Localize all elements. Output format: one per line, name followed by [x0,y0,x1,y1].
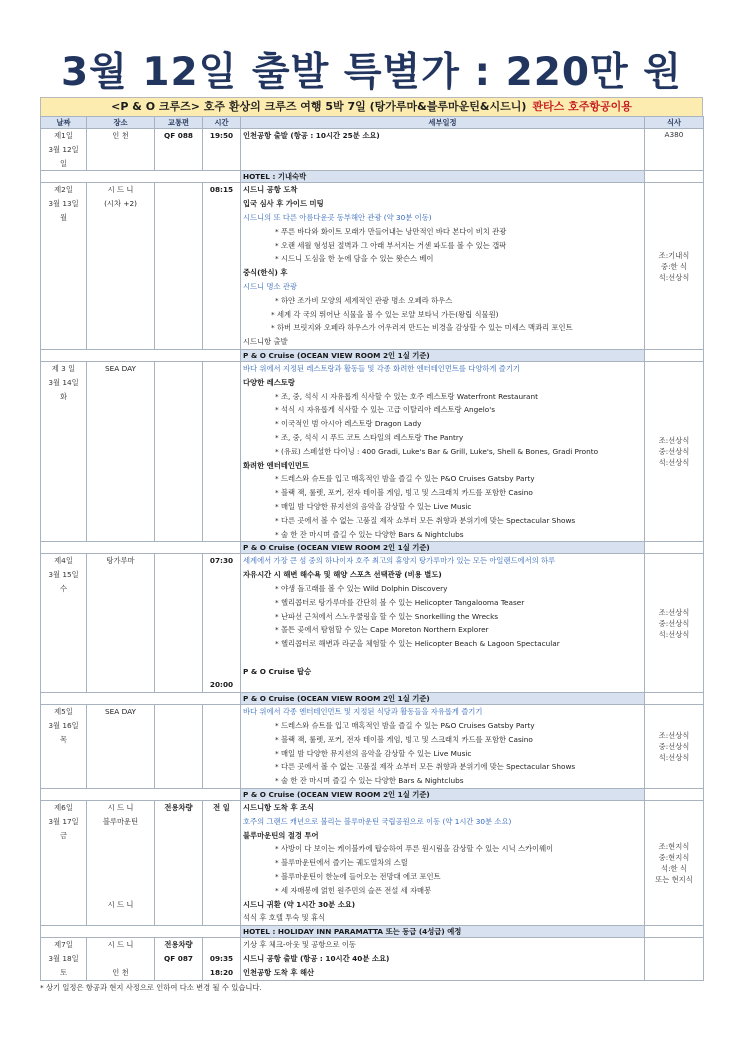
time-label [205,938,238,952]
schedule-line: * 조, 중, 석식 시 자유롭게 식사할 수 있는 호주 레스토랑 Waterfront Restaurant [275,391,539,401]
schedule-line: * 세계 각 국의 뛰어난 식물을 볼 수 있는 로얄 보타닉 가든(왕립 식물원) [271,309,499,319]
schedule-line: 시드니 귀환 (약 1시간 30분 소요) [243,899,356,909]
time-label [205,665,238,679]
day-row [41,938,704,980]
header-time: 시간 [203,117,241,129]
schedule-line: * 오랜 세월 형성된 절벽과 그 아래 부서지는 거센 파도를 볼 수 있는 갭팍 [275,240,507,250]
lodging-spacer [41,926,241,938]
lodging-label: P & O Cruise (OCEAN VIEW ROOM 2인 1실 기준) [241,789,645,801]
meal-cell [645,183,704,350]
day-label: 3월 13일 [48,199,79,209]
schedule-line: 입국 심사 후 가이드 미팅 [243,199,324,209]
day-label: 금 [59,830,68,840]
meal-label: 석:한 식 [661,864,687,874]
schedule-line: 바다 위에서 각종 엔터테인먼트 및 지정된 식당과 활동들을 자유롭게 즐기기 [243,707,483,717]
place-label: 시 드 니 [107,899,134,909]
day-label: 월 [59,212,68,222]
meal-cell [645,938,704,980]
transport-cell [155,938,203,980]
place-cell [87,554,155,693]
time-cell [203,554,241,693]
day-label: 3월 17일 [48,816,79,826]
schedule-line [243,143,642,157]
place-label: 탕가루마 [106,556,135,566]
place-label: SEA DAY [105,707,136,717]
schedule-line: 세계에서 가장 큰 섬 중의 하나이자 호주 최고의 휴양지 탕가루마가 있는 모든 아일랜드에서의 하루 [243,556,556,566]
tour-title: <P & O 크루즈> 호주 환상의 크루즈 여행 5박 7일 (탕가루마&블루마운틴&시드니) [111,100,527,113]
transport-cell [155,801,203,926]
place-cell [87,801,155,926]
time-cell [203,705,241,789]
day-label: 목 [59,734,68,744]
schedule-line: * 매일 밤 다양한 뮤지션의 음악을 감상할 수 있는 Live Music [275,748,472,758]
place-label [89,870,152,884]
meal-cell [645,129,704,171]
day-row [41,801,704,926]
day-label: 화 [59,391,68,401]
day-label: 제6일 [54,803,73,813]
transport-cell [155,554,203,693]
place-label: 시 드 니 [107,940,134,950]
schedule-line: * 야생 돌고래를 볼 수 있는 Wild Dolphin Discovery [275,583,448,593]
schedule-line: * 블랙 잭, 룰렛, 포커, 전자 테이블 게임, 빙고 및 스크래치 카드를 포함한 Casino [275,488,533,498]
schedule-line: 시드니 공항 출발 (항공 : 10시간 40분 소요) [243,954,390,964]
schedule-line: * 조, 중, 석식 시 푸드 코트 스타일의 레스토랑 The Pantry [275,432,464,442]
day-label: 3월 16일 [48,721,79,731]
table-header-row [41,117,704,129]
lodging-spacer [41,171,241,183]
schedule-line: 자유시간 시 해변 해수욕 및 해양 스포츠 선택관광 (비용 별도) [243,570,442,580]
place-label [89,842,152,856]
place-label [89,884,152,898]
time-label [205,651,238,665]
schedule-line: * 드레스와 슈트를 입고 매혹적인 밤을 즐길 수 있는 P&O Cruises Gatsby Party [275,721,535,731]
header-transport: 교통편 [155,117,203,129]
time-label: 20:00 [209,680,234,690]
schedule-line: * 다른 곳에서 볼 수 없는 고품질 제작 쇼부터 모든 취향과 분위기에 맞는 Spectacular Shows [275,762,576,772]
schedule-line: 시드니 공항 도착 [243,185,298,195]
schedule-cell [241,361,645,541]
schedule-line: P & O Cruise 탑승 [243,666,312,676]
day-label: 제4일 [54,556,73,566]
day-label: 제1일 [54,131,73,140]
lodging-label: P & O Cruise (OCEAN VIEW ROOM 2인 1실 기준) [241,542,645,554]
schedule-line: * 블루마운틴이 한눈에 들어오는 전망대 에코 포인트 [275,872,441,882]
place-cell [87,361,155,541]
day-label: 제2일 [54,185,73,195]
schedule-line: 바다 위에서 지정된 레스토랑과 활동들 및 각종 화려한 엔터테인먼트를 다양하게 즐기기 [243,363,520,373]
place-label: 인 천 [112,967,129,977]
day-label: 3월 14일 [48,377,79,387]
schedule-line: * 석식 시 자유롭게 식사할 수 있는 고급 이탈리아 레스토랑 Angelo's [275,405,496,415]
meal-label: 중:선상식 [658,742,690,752]
day-row [41,183,704,350]
meal-label: 조:선상식 [658,436,690,446]
day-cell [41,129,87,171]
day-row [41,129,704,171]
transport-label: QF 088 [164,131,193,140]
lodging-row [41,789,704,801]
day-label: 3월 12일 [48,144,79,154]
time-label [205,568,238,582]
time-label: 09:35 [209,954,234,964]
schedule-line: * 헬리콥터로 해변과 라군을 체험할 수 있는 Helicopter Beach & Lagoon Spectacular [275,639,560,649]
place-label: 시 드 니 [107,185,134,195]
meal-label: 중:한 식 [661,261,687,271]
time-label [205,623,238,637]
lodging-label: P & O Cruise (OCEAN VIEW ROOM 2인 1실 기준) [241,693,645,705]
schedule-line: * 드레스와 슈트를 입고 매혹적인 밤을 즐길 수 있는 P&O Cruises Gatsby Party [275,474,535,484]
day-label: 일 [59,158,68,168]
schedule-cell [241,129,645,171]
day-label: 제5일 [54,707,73,717]
header-date: 날짜 [41,117,87,129]
time-label [205,596,238,610]
schedule-line [243,157,642,171]
lodging-row [41,349,704,361]
schedule-line: 시드니항 도착 후 조식 [243,803,315,813]
lodging-spacer [41,789,241,801]
meal-label: 또는 현지식 [655,875,693,885]
schedule-line: * 술 한 잔 마시며 즐길 수 있는 다양한 Bars & Nightclubs [275,529,464,539]
place-label: SEA DAY [105,363,136,373]
schedule-line: * 세 자매봉에 얽힌 원주민의 슬픈 전설 세 자매봉 [275,885,432,895]
place-cell [87,938,155,980]
meal-label: 석:선상식 [658,458,690,468]
meal-label: 조:기내식 [658,250,690,260]
place-cell [87,129,155,171]
meal-label: 중:현지식 [658,853,690,863]
time-label: 18:20 [209,967,234,977]
schedule-line: * 하버 브릿지와 오페라 하우스가 어우러져 만드는 비경을 감상할 수 있는 미세스 맥콰리 포인트 [271,323,573,333]
header-schedule: 세부일정 [241,117,645,129]
day-cell [41,361,87,541]
time-label [205,610,238,624]
schedule-line: * 푸른 바다와 화이트 모래가 만들어내는 낭만적인 바다 본다이 비치 관광 [275,226,507,236]
schedule-cell [241,938,645,980]
page-headline: 3월 12일 출발 특별가 : 220만 원 [61,50,682,95]
schedule-cell [241,705,645,789]
lodging-label: P & O Cruise (OCEAN VIEW ROOM 2인 1실 기준) [241,349,645,361]
place-label: (시차 +2) [104,199,137,209]
lodging-meal-spacer [645,926,704,938]
time-cell [203,938,241,980]
schedule-line: * 블랙 잭, 룰렛, 포커, 전자 테이블 게임, 빙고 및 스크래치 카드를 포함한 Casino [275,734,533,744]
day-cell [41,938,87,980]
day-cell [41,705,87,789]
day-label: 제 3 일 [51,363,76,373]
time-label [205,582,238,596]
lodging-row [41,542,704,554]
schedule-line [243,651,642,665]
transport-label: 전용차량 [164,940,193,950]
schedule-line: * 난파선 근처에서 스노우쿨링을 할 수 있는 Snorkelling the Wrecks [275,611,499,621]
time-cell [203,801,241,926]
time-label: 전 일 [213,803,230,813]
day-row [41,554,704,693]
meal-label: 중:선상식 [658,618,690,628]
time-label: 07:30 [209,556,234,566]
lodging-spacer [41,542,241,554]
day-row [41,361,704,541]
lodging-row [41,926,704,938]
place-label [89,952,152,966]
itinerary-sheet [40,97,703,993]
meal-label: 조:현지식 [658,842,690,852]
transport-cell [155,183,203,350]
day-cell [41,801,87,926]
day-label: 3월 18일 [48,954,79,964]
schedule-line: 기상 후 체크-아웃 및 공항으로 이동 [243,940,356,950]
itinerary-table [40,116,704,981]
schedule-line: * 시드니 도심을 한 눈에 담을 수 있는 왓슨스 베이 [275,254,434,264]
day-cell [41,554,87,693]
transport-cell [155,705,203,789]
time-cell [203,129,241,171]
schedule-line: * 술 한 잔 마시며 즐길 수 있는 다양한 Bars & Nightclubs [275,776,464,786]
header-meal: 식사 [645,117,704,129]
place-label: 시 드 니 [107,803,134,813]
schedule-line: 화려한 엔터테인먼트 [243,460,309,470]
day-label: 제7일 [54,940,73,950]
time-cell [203,183,241,350]
schedule-line: 시드니의 또 다른 아름다운곳 동부해안 관광 (약 30분 이동) [243,212,432,222]
lodging-spacer [41,693,241,705]
lodging-meal-spacer [645,171,704,183]
schedule-line: * 몰튼 곶에서 탐험할 수 있는 Cape Moreton Northern Explorer [275,625,489,635]
schedule-line: 인천공항 도착 후 해산 [243,967,315,977]
time-label: 19:50 [209,131,234,140]
meal-label: 석:선상식 [658,629,690,639]
meal-label: 조:선상식 [658,731,690,741]
schedule-line: 다양한 레스토랑 [243,377,295,387]
lodging-row [41,693,704,705]
schedule-line: 중식(한식) 후 [243,268,288,278]
day-label: 3월 15일 [48,570,79,580]
tour-banner [40,97,703,116]
lodging-meal-spacer [645,542,704,554]
place-label: 인 천 [112,131,129,140]
day-label: 수 [59,583,68,593]
day-cell [41,183,87,350]
place-label [89,829,152,843]
transport-label: QF 087 [164,954,193,964]
transport-cell [155,129,203,171]
schedule-line: 석식 후 호텔 투숙 및 휴식 [243,913,326,923]
transport-cell [155,361,203,541]
place-cell [87,183,155,350]
footnote: * 상기 일정은 항공과 현지 사정으로 인하여 다소 변경 될 수 있습니다. [40,982,262,992]
lodging-meal-spacer [645,693,704,705]
meal-cell [645,554,704,693]
meal-label: 중:선상식 [658,447,690,457]
schedule-line: 시드니 명소 관광 [243,281,297,291]
meal-cell [645,361,704,541]
lodging-label: HOTEL : HOLIDAY INN PARAMATTA 또는 동급 (4성급) 예정 [241,926,645,938]
place-cell [87,705,155,789]
place-label: 블루마운틴 [102,816,139,826]
meal-label: 석:선상식 [658,272,690,282]
schedule-line: 인천공항 출발 (항공 : 10시간 25분 소요) [243,131,380,140]
schedule-line: * 이국적인 범 아시아 레스토랑 Dragon Lady [275,419,422,429]
time-label: 08:15 [209,185,234,195]
transport-label: 전용차량 [164,803,193,813]
schedule-line: * (유료) 스페셜한 다이닝 : 400 Gradi, Luke's Bar & Grill, Luke's, Shell & Bones, Gradi Pronto [275,446,599,456]
day-label: 토 [59,967,68,977]
schedule-line: * 헬리콥터로 탕가루마를 간단히 볼 수 있는 Helicopter Tangalooma Teaser [275,597,525,607]
schedule-cell [241,801,645,926]
header-place: 장소 [87,117,155,129]
meal-label: 석:선상식 [658,753,690,763]
schedule-line: 호주의 그랜드 캐년으로 불리는 블루마운틴 국립공원으로 이동 (약 1시간 30분 소요) [243,816,512,826]
day-row [41,705,704,789]
schedule-line: * 블루마운틴에서 즐기는 궤도열차의 스릴 [275,858,408,868]
schedule-line: * 하얀 조가비 모양의 세계적인 관광 명소 오페라 하우스 [275,295,453,305]
schedule-line: 시드니항 출발 [243,337,288,347]
meal-cell [645,705,704,789]
schedule-cell [241,183,645,350]
lodging-meal-spacer [645,789,704,801]
schedule-line: * 다른 곳에서 볼 수 없는 고품질 제작 쇼부터 모든 취향과 분위기에 맞는 Spectacular Shows [275,515,576,525]
time-label [205,637,238,651]
schedule-line: 블루마운틴의 절경 투어 [243,830,319,840]
lodging-row [41,171,704,183]
lodging-label: HOTEL : 기내숙박 [241,171,645,183]
schedule-line: * 매일 밤 다양한 뮤지션의 음악을 감상할 수 있는 Live Music [275,501,472,511]
meal-label: 조:선상식 [658,607,690,617]
schedule-cell [241,554,645,693]
airline-note: 콴타스 호주항공이용 [532,100,632,113]
lodging-meal-spacer [645,349,704,361]
time-cell [203,361,241,541]
schedule-line: * 사방이 다 보이는 케이블카에 탑승하여 푸른 원시림을 감상할 수 있는 시닉 스카이웨이 [275,844,554,854]
meal-label: A380 [664,130,684,139]
place-label [89,856,152,870]
meal-cell [645,801,704,926]
lodging-spacer [41,349,241,361]
